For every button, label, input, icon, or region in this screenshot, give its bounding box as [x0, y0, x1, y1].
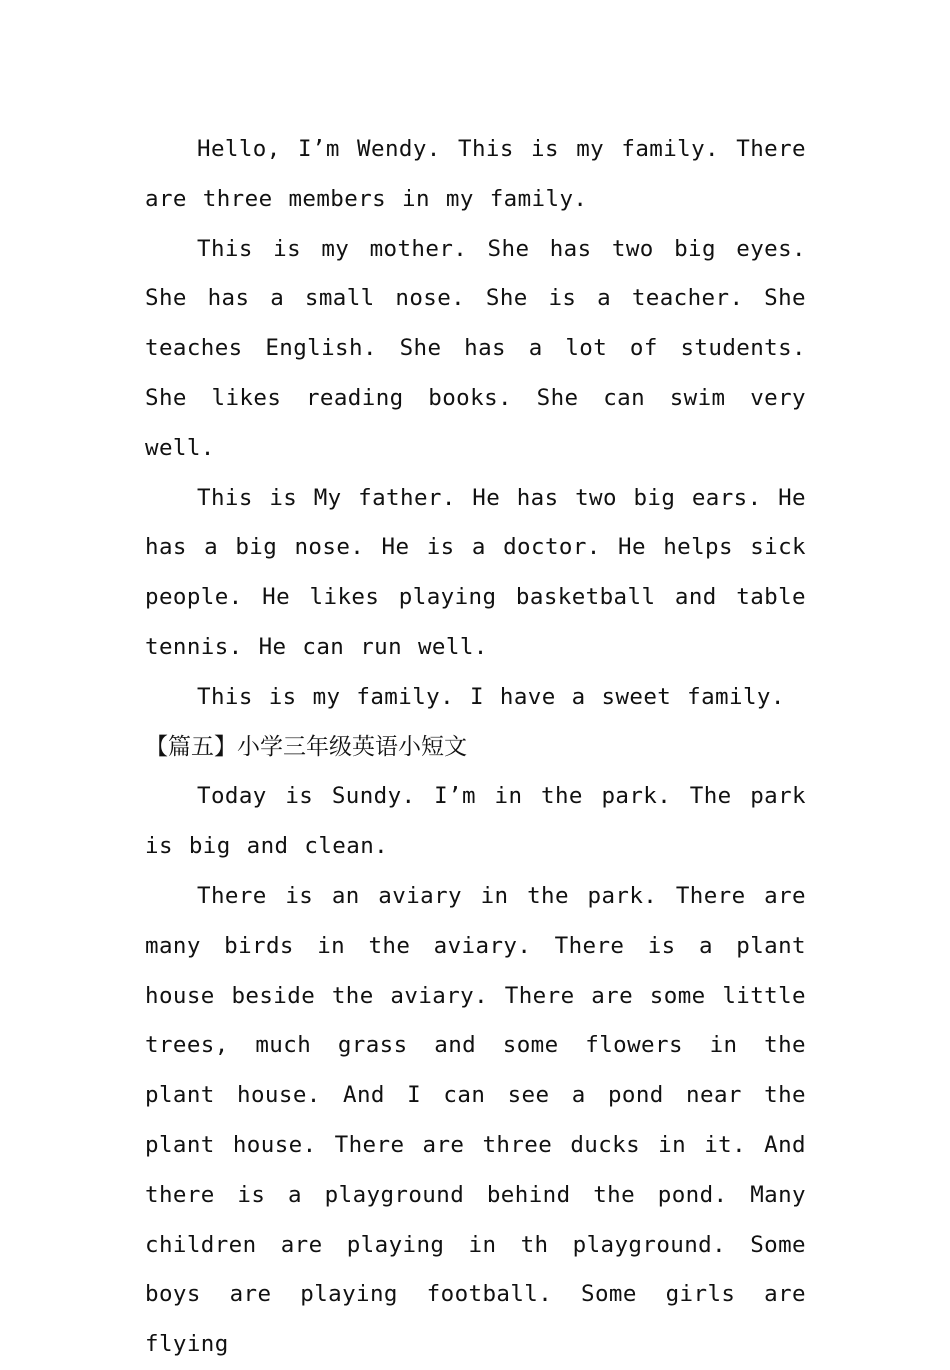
document-body	[145, 125, 806, 1370]
paragraph-mother: This is my mother. She has two big eyes. She has a small nose. She is a teacher. She teaches English. She has a lot of students. She likes reading books. She can swim very well.	[145, 235, 806, 461]
section-heading: 【篇五】小学三年级英语小短文	[145, 733, 467, 760]
paragraph-intro: Hello, I’m Wendy. This is my family. There are three members in my family.	[145, 136, 806, 212]
paragraph-closing: This is my family. I have a sweet family.	[197, 683, 785, 710]
paragraph-park-intro: Today is Sundy. I’m in the park. The park is big and clean.	[145, 783, 806, 860]
paragraph-father: This is My father. He has two big ears. He has a big nose. He is a doctor. He helps sick people. He likes playing basketball and table tennis. He can run well.	[145, 484, 806, 660]
paragraph-park-details: There is an aviary in the park. There are many birds in the aviary. There is a plant house beside the aviary. There are some little trees, much grass and some flowers in the plant house. And I can see a pond near the plant house. There are three ducks in it. And there is a playground behind the pond. Many children are playing in th playground. Some boys are playing football. Some girls are flying	[145, 882, 806, 1358]
